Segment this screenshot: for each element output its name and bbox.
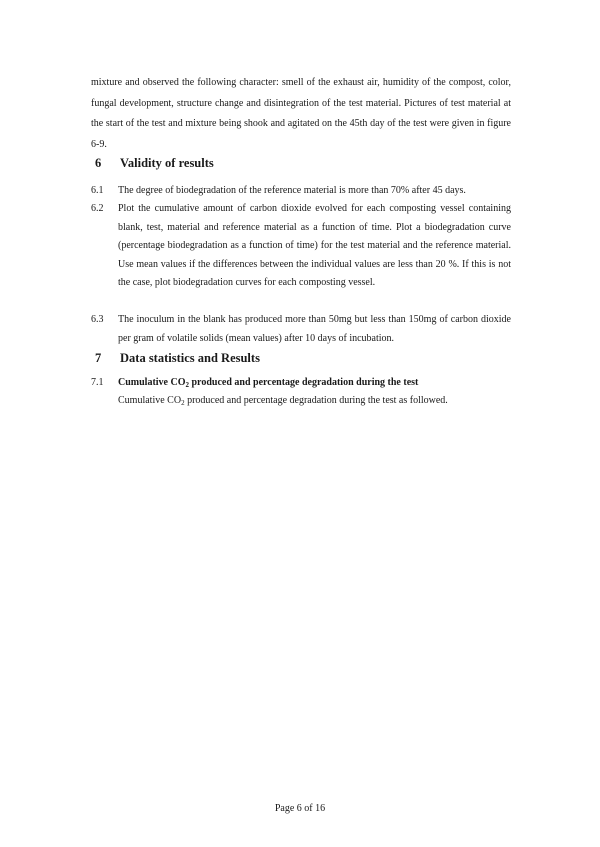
section-heading-data <box>91 351 260 366</box>
item-number: 6.3 <box>91 314 104 325</box>
list-item <box>91 182 511 201</box>
section-number: 7 <box>95 351 102 365</box>
section-number: 6 <box>95 156 102 170</box>
section-heading-validity <box>91 156 214 171</box>
page-number-footer: Page 6 of 16 <box>274 803 326 814</box>
subscript: 2 <box>185 381 189 389</box>
subsection-body <box>118 395 448 406</box>
intro-paragraph: mixture and observed the following character: smell of the exhaust air, humidity of the compost, color, fungal development, structure change and disintegration of the test material. Pictures of test material at the start of the test and mixture being shook and agitated on the 45th day of the test were given in figure 6-9. <box>91 77 511 150</box>
body-text-part: Cumulative CO <box>118 395 182 406</box>
section-title: Validity of results <box>120 156 214 170</box>
item-text: The degree of biodegradation of the reference material is more than 70% after 45 days. <box>118 185 466 196</box>
subsection-title-part: Cumulative CO <box>118 377 186 388</box>
item-text: The inoculum in the blank has produced more than 50mg but less than 150mg of carbon dioxide per gram of volatile solids (mean values) after 10 days of incubation. <box>118 314 511 344</box>
item-text: Plot the cumulative amount of carbon dioxide evolved for each composting vessel containing blank, test, material and reference material as a function of time. Plot a biodegradation curve (percentage biodegradation as a function of time) for the test material and the reference material. Use mean values if the differences between the individual values are less than 20 %. If this is not the case, plot biodegradation curves for each composting vessel. <box>118 203 511 289</box>
list-item <box>91 311 511 348</box>
item-number: 6.1 <box>91 185 104 196</box>
list-item <box>91 200 511 293</box>
subsection-title-part: produced and percentage degradation during the test <box>189 377 419 388</box>
item-number: 6.2 <box>91 203 104 214</box>
body-text-part: produced and percentage degradation during the test as followed. <box>184 395 448 406</box>
subscript: 2 <box>181 399 185 407</box>
section-title: Data statistics and Results <box>120 351 260 365</box>
subsection-number: 7.1 <box>91 377 104 388</box>
subsection-heading <box>91 377 418 388</box>
